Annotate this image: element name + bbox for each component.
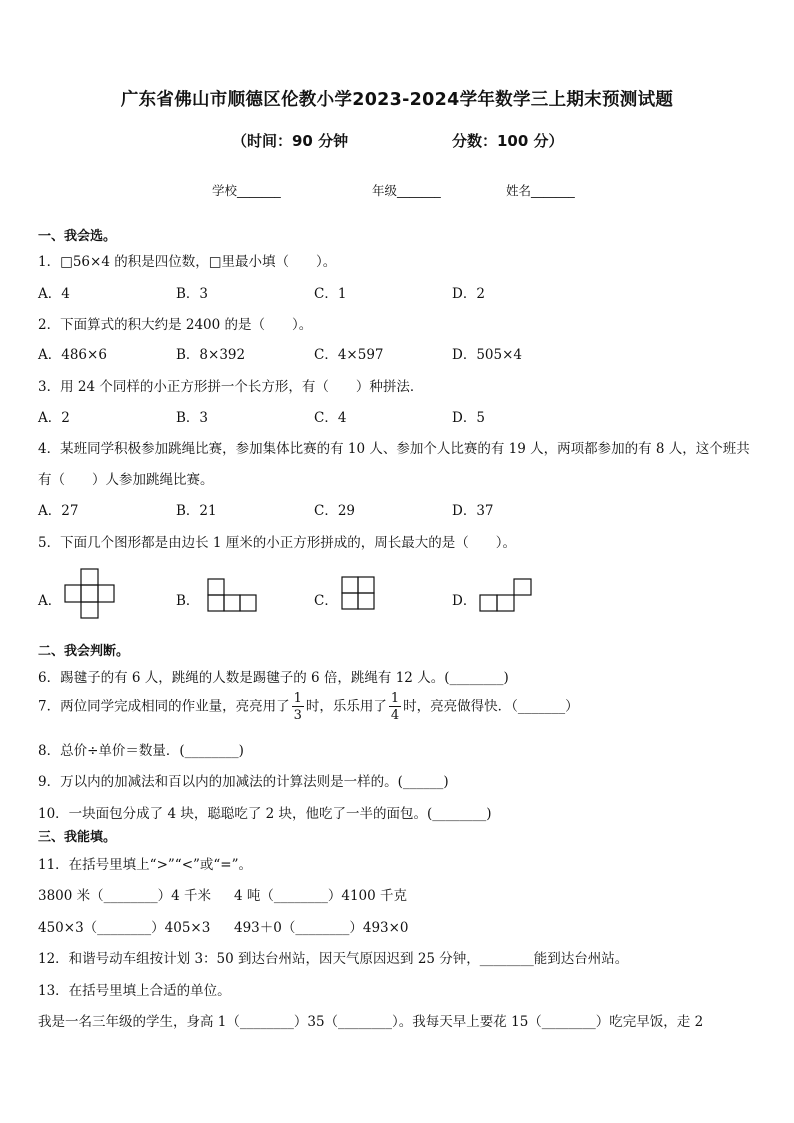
option-b: B．3 [176,410,209,426]
option-c: C．1 [314,286,347,302]
question-stem-cont: 有（ ）人参加跳绳比赛。 [38,472,214,488]
question-stem: 5．下面几个图形都是由边长 1 厘米的小正方形拼成的，周长最大的是（ ）。 [38,535,517,551]
question-text: 我是一名三年级的学生，身高 1（________）35（________）。我每天早上要花 15（________）吃完早饭，走 2 [38,1014,704,1030]
option-d: D．5 [452,410,485,426]
judge-item: 8．总价÷单价＝数量．(________) [38,743,244,759]
question-stem: 13．在括号里填上合适的单位。 [38,983,231,999]
fraction-one-fourth [389,692,401,722]
section-heading: 三、我能填。 [38,830,117,845]
fraction-one-third [292,692,304,722]
question-stem: 12．和谐号动车组按计划 3：50 到达台州站，因天气原因迟到 25 分钟，________能到达台州站。 [38,951,629,967]
question-stem: 2．下面算式的积大约是 2400 的是（ ）。 [38,317,313,333]
q7-text-pre: 7．两位同学完成相同的作业量，亮亮用了 [38,698,290,715]
option-b: B．3 [176,286,209,302]
option-a: A．4 [38,286,70,302]
option-a: A．486×6 [38,347,107,363]
name-field: 姓名_______ [506,183,575,198]
compare-item: 493＋0（________）493×0 [234,920,409,936]
figure-b-l-shape [207,578,259,614]
compare-item: 3800 米（________）4 千米 [38,888,212,904]
option-c: C．4 [314,410,347,426]
fraction-numerator: 1 [293,691,302,706]
compare-item: 4 吨（________）4100 千克 [234,888,408,904]
compare-item: 450×3（________）405×3 [38,920,211,936]
option-b: B．21 [176,503,217,519]
question-stem: 1．□56×4 的积是四位数，□里最小填（ ）。 [38,254,337,270]
option-d: D． [452,593,477,609]
judge-item: 10．一块面包分成了 4 块，聪聪吃了 2 块，他吃了一半的面包。(________) [38,806,492,822]
question-stem: 3．用 24 个同样的小正方形拼一个长方形，有（ ）种拼法． [38,379,424,395]
question-stem: 4．某班同学积极参加跳绳比赛，参加集体比赛的有 10 人、参加个人比赛的有 19 人，两项都参加的有 8 人，这个班共 [38,441,750,457]
section-heading: 二、我会判断。 [38,644,130,659]
school-field: 学校_______ [212,183,281,198]
option-a: A． [38,593,62,609]
q7-text-post: 时，亮亮做得快．（_______） [403,698,579,715]
option-a: A．27 [38,503,79,519]
option-d: D．505×4 [452,347,522,363]
fraction-denominator: 4 [390,708,400,723]
fraction-numerator: 1 [390,691,400,706]
section-heading: 一、我会选。 [38,229,117,244]
figure-a-cross [64,568,116,620]
page-title: 广东省佛山市顺德区伦教小学2023-2024学年数学三上期末预测试题 [120,90,674,110]
option-a: A．2 [38,410,70,426]
q7-text-mid: 时，乐乐用了 [305,698,387,715]
judge-item: 6．踢毽子的有 6 人，跳绳的人数是踢毽子的 6 倍，跳绳有 12 人。(________) [38,670,509,686]
option-d: D．37 [452,503,494,519]
figure-c-square [341,576,377,612]
option-b: B．8×392 [176,347,246,363]
option-b: B． [176,593,200,609]
option-d: D．2 [452,286,485,302]
judge-item [38,692,579,722]
figure-d-bottom-row [479,594,517,614]
exam-time: （时间：90 分钟 [232,132,349,150]
option-c: C．29 [314,503,356,519]
exam-score: 分数：100 分） [452,132,564,150]
option-c: C． [314,593,338,609]
option-c: C．4×597 [314,347,384,363]
question-stem: 11．在括号里填上“>”“<”或“=”。 [38,857,253,873]
judge-item: 9．万以内的加减法和百以内的加减法的计算法则是一样的。(______) [38,774,449,790]
grade-field: 年级_______ [372,183,441,198]
fraction-denominator: 3 [293,708,302,723]
